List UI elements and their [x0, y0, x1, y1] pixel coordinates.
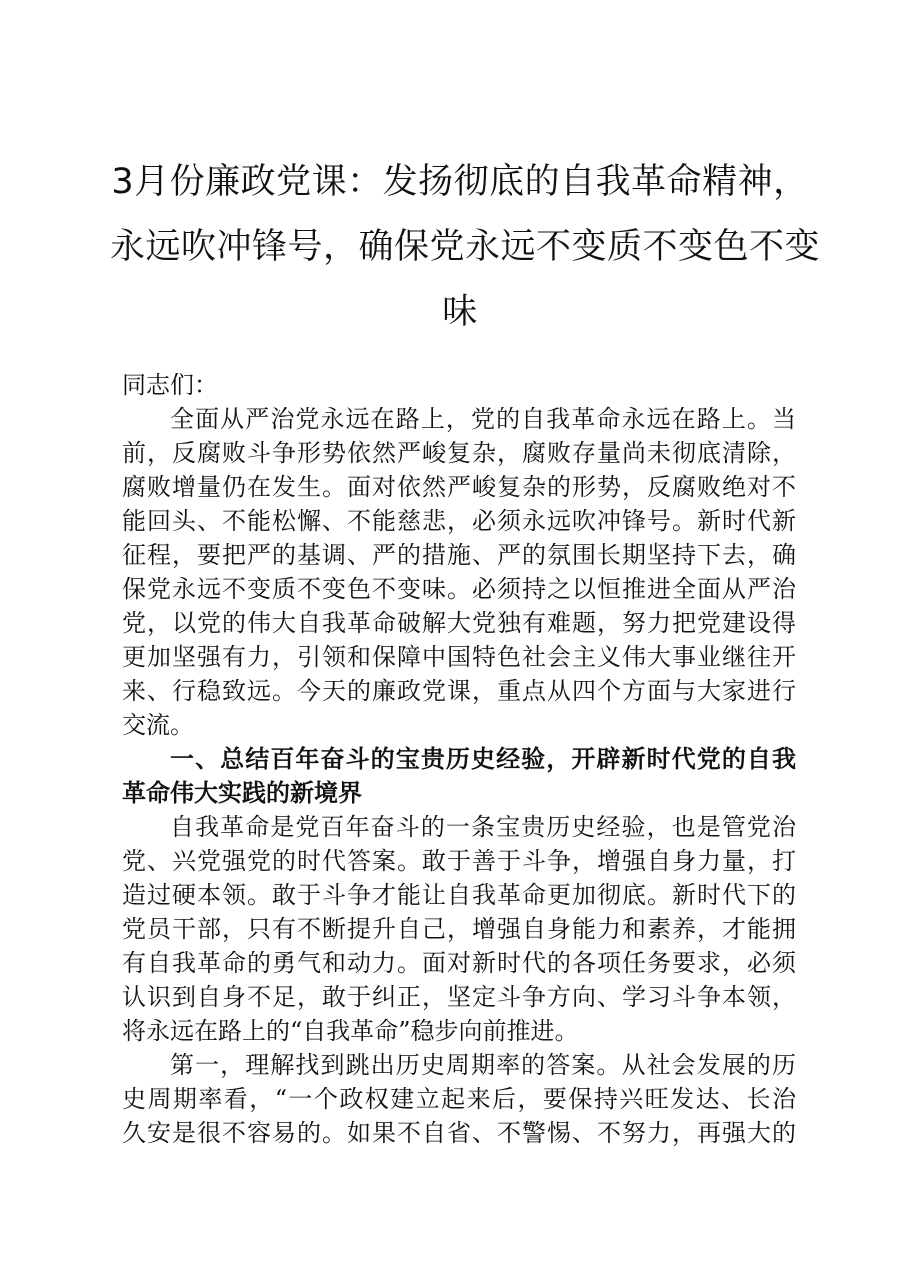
- paragraph-line: 将永远在路上的“自我革命”稳步向前推进。: [122, 1017, 579, 1045]
- paragraph-line: 保党永远不变质不变色不变味。必须持之以恒推进全面从严治: [122, 575, 796, 603]
- document-title: [110, 150, 821, 345]
- paragraph-line: 来、行稳致远。今天的廉政党课，重点从四个方面与大家进行: [122, 677, 796, 705]
- paragraph-line: 有自我革命的勇气和动力。面对新时代的各项任务要求，必须: [122, 949, 796, 977]
- paragraph-first-point: [122, 1048, 796, 1150]
- paragraph-line: 党员干部，只有不断提升自己，增强自身能力和素养，才能拥: [122, 915, 796, 943]
- title-line: 味: [442, 292, 478, 332]
- paragraph-line: 第一，理解找到跳出历史周期率的答案。从社会发展的历: [170, 1051, 796, 1079]
- paragraph-self-revolution: [122, 810, 796, 1048]
- paragraph-line: 久安是很不容易的。如果不自省、不警惕、不努力，再强大的: [122, 1119, 796, 1147]
- title-line: 3月份廉政党课：发扬彻底的自我革命精神，: [111, 162, 809, 202]
- paragraph-line: 征程，要把严的基调、严的措施、严的氛围长期坚持下去，确: [122, 541, 796, 569]
- paragraph-line: 能回头、不能松懈、不能慈悲，必须永远吹冲锋号。新时代新: [122, 507, 796, 535]
- paragraph-line: 全面从严治党永远在路上，党的自我革命永远在路上。当: [170, 405, 796, 433]
- paragraph-line: 更加坚强有力，引领和保障中国特色社会主义伟大事业继往开: [122, 643, 796, 671]
- title-line: 永远吹冲锋号，确保党永远不变质不变色不变: [110, 227, 821, 267]
- paragraph-line: 腐败增量仍在发生。面对依然严峻复杂的形势，反腐败绝对不: [122, 473, 796, 501]
- paragraph-line: 党、兴党强党的时代答案。敢于善于斗争，增强自身力量，打: [122, 847, 796, 875]
- paragraph-line: 造过硬本领。敢于斗争才能让自我革命更加彻底。新时代下的: [122, 881, 796, 909]
- heading-line: 革命伟大实践的新境界: [122, 779, 362, 807]
- heading-line: 一、总结百年奋斗的宝贵历史经验，开辟新时代党的自我: [170, 745, 796, 773]
- paragraph-line: 史周期率看，“一个政权建立起来后，要保持兴旺发达、长治: [122, 1085, 796, 1113]
- section-heading-1: [122, 742, 796, 810]
- paragraph-intro: [122, 402, 796, 742]
- document-body: [122, 368, 796, 1150]
- paragraph-line: 前，反腐败斗争形势依然严峻复杂，腐败存量尚未彻底清除，: [122, 439, 796, 467]
- paragraph-line: 交流。: [122, 711, 194, 739]
- paragraph-line: 党，以党的伟大自我革命破解大党独有难题，努力把党建设得: [122, 609, 796, 637]
- salutation: 同志们：: [122, 371, 218, 399]
- paragraph-line: 认识到自身不足，敢于纠正，坚定斗争方向、学习斗争本领，: [122, 983, 796, 1011]
- paragraph-line: 自我革命是党百年奋斗的一条宝贵历史经验，也是管党治: [170, 813, 796, 841]
